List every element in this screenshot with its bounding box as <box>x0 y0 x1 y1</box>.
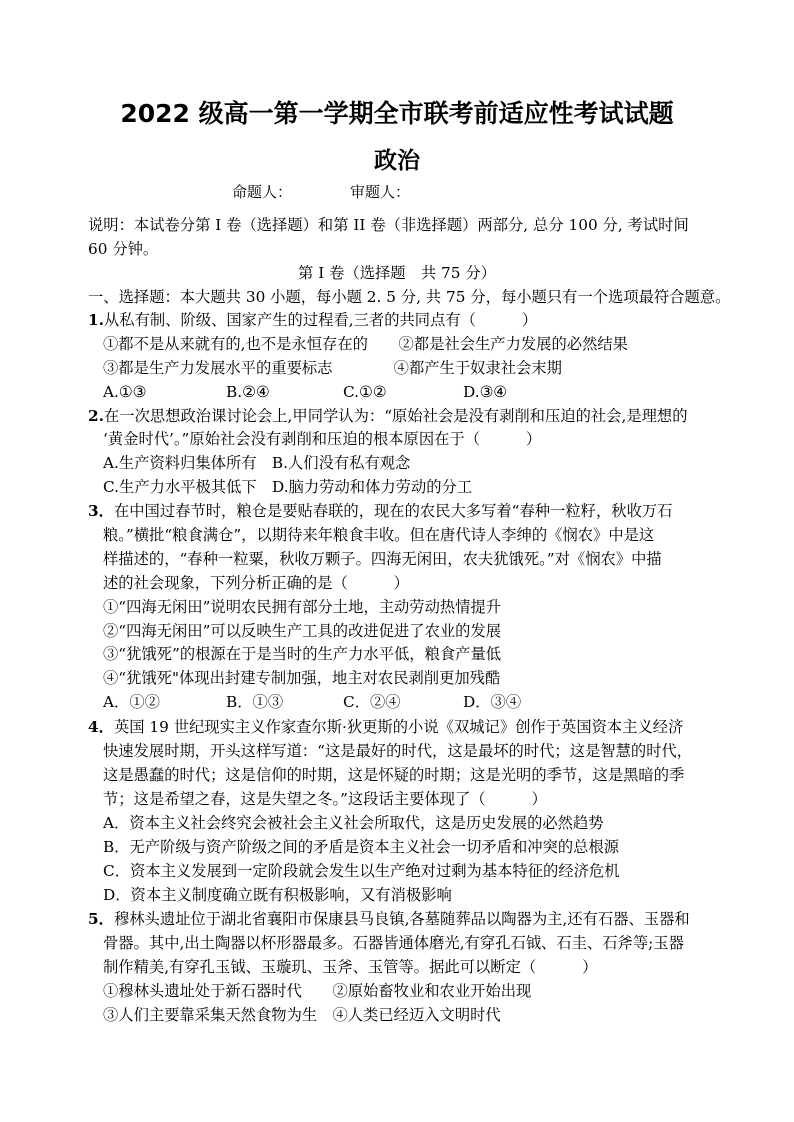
question-text: 粮。”横批“粮食满仓”，以期待来年粮食丰收。但在唐代诗人李绅的《悯农》中是这 <box>103 526 655 544</box>
question-text: 在中国过春节时，粮仓是要贴春联的，现在的农民大多写着“春种一粒籽，秋收万石 <box>113 502 673 520</box>
statement: ③都是生产力发展水平的重要标志 ④都产生于奴隶社会末期 <box>103 359 562 377</box>
question-3 <box>88 500 672 522</box>
section-instruction: 一、选择题：本大题共 30 小题，每小题 2. 5 分, 共 75 分，每小题只有一个选项最符合题意。 <box>88 288 731 306</box>
question-4 <box>88 716 683 738</box>
statement: ①穆林头遗址处于新石器时代 ②原始畜牧业和农业开始出现 <box>103 982 532 1000</box>
question-text: 穆林头遗址位于湖北省襄阳市保康县马良镇,各墓随葬品以陶器为主,还有石器、玉器和 <box>113 910 690 928</box>
question-text: 从私有制、阶级、国家产生的过程看,三者的共同点有（ ） <box>103 311 538 329</box>
question-text: 样描述的，“春种一粒粟，秋收万颗子。四海无闲田，农夫犹饿死。”对《悯农》中描 <box>103 550 662 568</box>
authors-line <box>232 181 410 202</box>
options-row <box>103 691 521 713</box>
option-d: D.③④ <box>463 383 508 401</box>
option-row: C．资本主义发展到一定阶段就会发生以生产绝对过剩为基本特征的经济危机 <box>103 862 620 880</box>
intro-line-2: 60 分钟。 <box>88 240 159 258</box>
statement: ①“四海无闲田”说明农民拥有部分土地，主动劳动热情提升 <box>103 598 502 616</box>
question-5 <box>88 908 690 930</box>
options-row <box>103 381 507 403</box>
option-row: A.生产资料归集体所有 B.人们没有私有观念 <box>103 454 411 472</box>
statement: ③人们主要靠采集天然食物为生 ④人类已经迈入文明时代 <box>103 1006 501 1024</box>
question-text: 在一次思想政治课讨论会上,甲同学认为：“原始社会是没有剥削和压迫的社会,是理想的 <box>103 407 688 425</box>
statement: ④“犹饿死"体现出封建专制加强，地主对农民剥削更加残酷 <box>103 669 501 687</box>
question-text: 英国 19 世纪现实主义作家查尔斯·狄更斯的小说《双城记》创作于英国资本主义经济 <box>113 718 684 736</box>
question-text: 节；这是希望之春，这是失望之冬。”这段话主要体现了（ ） <box>103 790 547 808</box>
question-number: 1. <box>88 311 104 329</box>
question-text: 骨器。其中,出土陶器以杯形器最多。石器皆通体磨光,有穿孔石钺、石圭、石斧等;玉器 <box>103 934 684 952</box>
option-row: D．资本主义制度确立既有积极影响，又有消极影响 <box>103 886 452 904</box>
question-text: 制作精美,有穿孔玉钺、玉璇玑、玉斧、玉管等。据此可以断定（ ） <box>103 958 598 976</box>
option-c: C.①② <box>343 383 387 401</box>
question-number: 3． <box>88 502 114 520</box>
option-a: A．①② <box>103 693 160 711</box>
question-number: 2. <box>88 407 104 425</box>
question-text: ‘黄金时代’。”原始社会没有剥削和压迫的根本原因在于（ ） <box>103 430 542 448</box>
option-row: A．资本主义社会终究会被社会主义社会所取代，这是历史发展的必然趋势 <box>103 814 604 832</box>
question-1 <box>88 309 537 331</box>
statement: ①都不是从来就有的,也不是永恒存在的 ②都是社会生产力发展的必然结果 <box>103 335 628 353</box>
statement: ②“四海无闲田”可以反映生产工具的改进促进了农业的发展 <box>103 622 502 640</box>
question-text: 这是愚蠢的时代；这是信仰的时期，这是怀疑的时期；这是光明的季节，这是黑暗的季 <box>103 766 685 784</box>
reviewer-label: 审题人： <box>350 183 411 201</box>
option-a: A.①③ <box>103 383 147 401</box>
option-b: B．①③ <box>226 693 284 711</box>
question-text: 快速发展时期，开头这样写道：“这是最好的时代，这是最坏的时代；这是智慧的时代， <box>103 742 693 760</box>
exam-title: 2022 级高一第一学期全市联考前适应性考试试题 <box>120 99 674 128</box>
question-2 <box>88 405 688 427</box>
option-row: C.生产力水平极其低下 D.脑力劳动和体力劳动的分工 <box>103 478 473 496</box>
option-b: B.②④ <box>226 383 270 401</box>
option-row: B．无产阶级与资产阶级之间的矛盾是资本主义社会一切矛盾和冲突的总根源 <box>103 838 620 856</box>
author-label: 命题人： <box>232 183 293 201</box>
statement: ③“犹饿死”的根源在于是当时的生产力水平低，粮食产量低 <box>103 645 502 663</box>
intro-line-1: 说明：本试卷分第 I 卷（选择题）和第 II 卷（非选择题）两部分, 总分 100 分, 考试时间 <box>88 216 689 234</box>
section-heading: 第 I 卷（选择题 共 75 分） <box>298 264 496 282</box>
option-d: D．③④ <box>463 693 522 711</box>
question-number: 5． <box>88 910 114 928</box>
question-text: 述的社会现象，下列分析正确的是（ ） <box>103 574 409 592</box>
subject-title: 政治 <box>374 148 420 174</box>
option-c: C．②④ <box>343 693 401 711</box>
question-number: 4． <box>88 718 114 736</box>
